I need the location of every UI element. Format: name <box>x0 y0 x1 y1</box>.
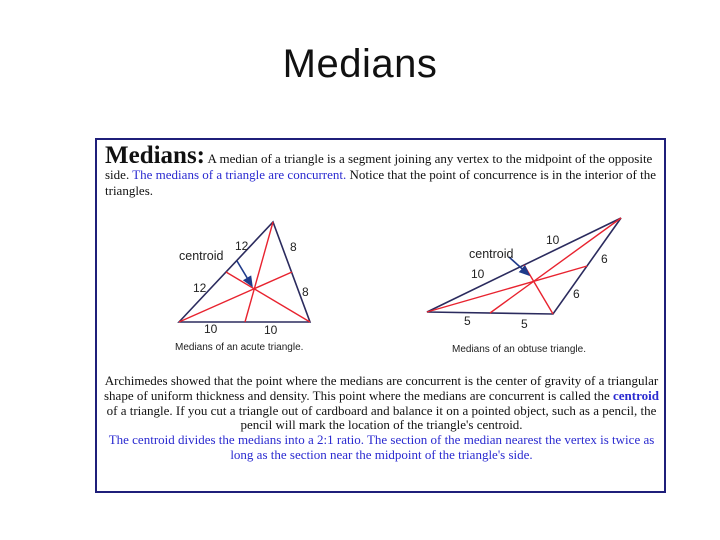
acute-label-12-lower: 12 <box>193 281 207 295</box>
intro-text-concurrent: The medians of a triangle are concurrent. <box>132 167 347 182</box>
acute-label-12-upper: 12 <box>235 239 249 253</box>
ratio-statement: The centroid divides the medians into a 2:1 ratio. The section of the median nearest the vertex is twice as long as the section near the midpoint of the triangle's side. <box>108 432 655 462</box>
acute-label-10-right: 10 <box>264 323 278 337</box>
obtuse-label-5-left: 5 <box>464 314 471 328</box>
obtuse-label-6-upper: 6 <box>601 252 608 266</box>
acute-median-1 <box>179 272 292 322</box>
slide-title: Medians <box>282 42 438 86</box>
intro-text-1: A median of a triangle is a segment joining any vertex to the midpoint of the opposite side. <box>105 151 653 182</box>
obtuse-label-5-right: 5 <box>521 317 528 331</box>
acute-label-8-lower: 8 <box>302 285 309 299</box>
acute-median-3 <box>226 272 310 322</box>
acute-caption: Medians of an acute triangle. <box>175 342 304 353</box>
explanation-part-1: Archimedes showed that the point where the medians are concurrent is the center of gravity of a triangular shape of uniform thickness and density. This point where the medians are concurrent is called the <box>103 373 659 403</box>
intro-heading: Medians: <box>105 142 205 169</box>
medians-panel <box>95 138 666 493</box>
acute-label-8-upper: 8 <box>290 240 297 254</box>
obtuse-triangle-diagram <box>427 218 621 355</box>
obtuse-centroid-label: centroid <box>469 247 514 261</box>
explanation-part-2: of a triangle. If you cut a triangle out of cardboard and balance it on a pointed object, such as a pencil, the pencil will mark the location of the triangle's centroid. <box>106 402 657 433</box>
obtuse-label-6-lower: 6 <box>573 287 580 301</box>
obtuse-label-10-lower: 10 <box>471 267 485 281</box>
obtuse-median-3 <box>524 265 553 314</box>
acute-centroid-label: centroid <box>179 249 224 263</box>
intro-text-2: Notice that the point of concurrence is in the interior of the triangles. <box>105 167 656 198</box>
obtuse-caption: Medians of an obtuse triangle. <box>452 344 586 355</box>
obtuse-label-10-upper: 10 <box>546 233 560 247</box>
acute-label-10-left: 10 <box>204 322 218 336</box>
centroid-term: centroid <box>613 387 659 403</box>
acute-triangle-diagram <box>175 222 310 353</box>
centroid-explanation <box>103 374 660 463</box>
